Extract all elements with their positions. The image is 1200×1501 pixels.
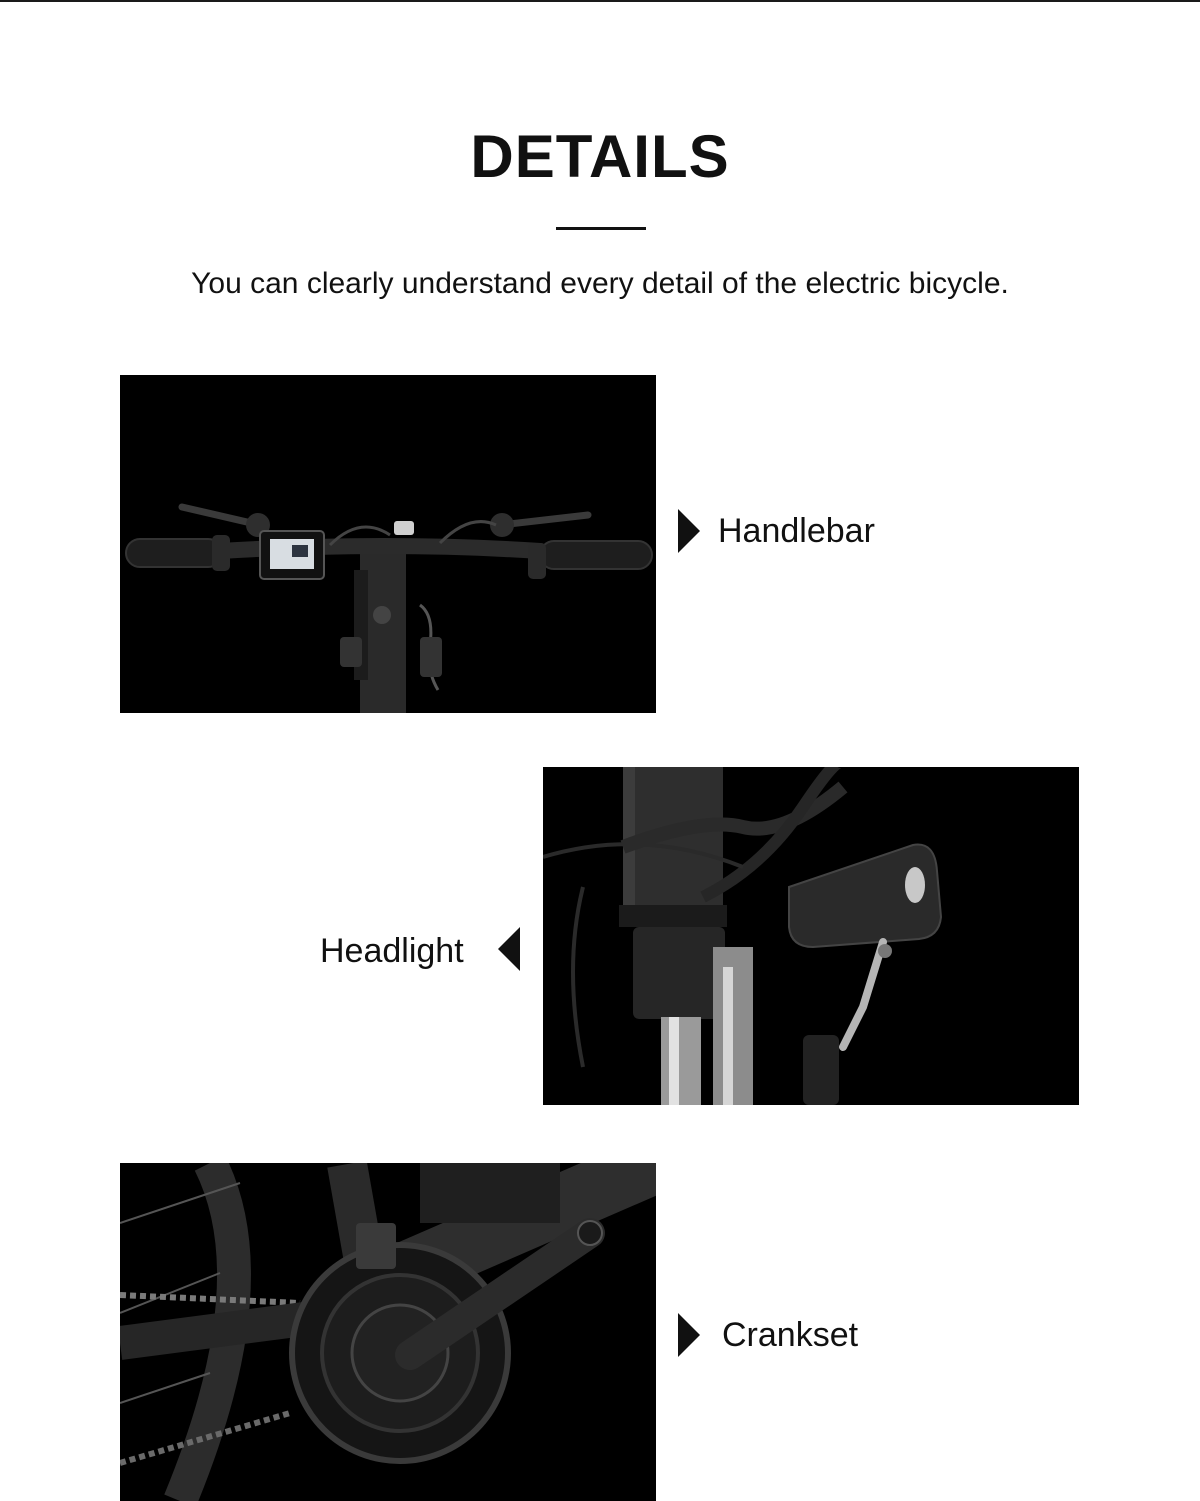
triangle-right-icon [678, 1313, 700, 1357]
section-subtitle: You can clearly understand every detail of the electric bicycle. [191, 267, 1009, 300]
handlebar-photo [120, 375, 656, 713]
handlebar-label: Handlebar [718, 512, 875, 550]
section-title: DETAILS [470, 123, 730, 190]
top-divider [0, 0, 1200, 2]
headlight-photo [543, 767, 1079, 1105]
triangle-left-icon [498, 927, 520, 971]
title-underline [556, 227, 646, 230]
crankset-label: Crankset [722, 1316, 859, 1354]
crankset-photo [120, 1163, 656, 1501]
headlight-label: Headlight [320, 932, 464, 970]
triangle-right-icon [678, 509, 700, 553]
